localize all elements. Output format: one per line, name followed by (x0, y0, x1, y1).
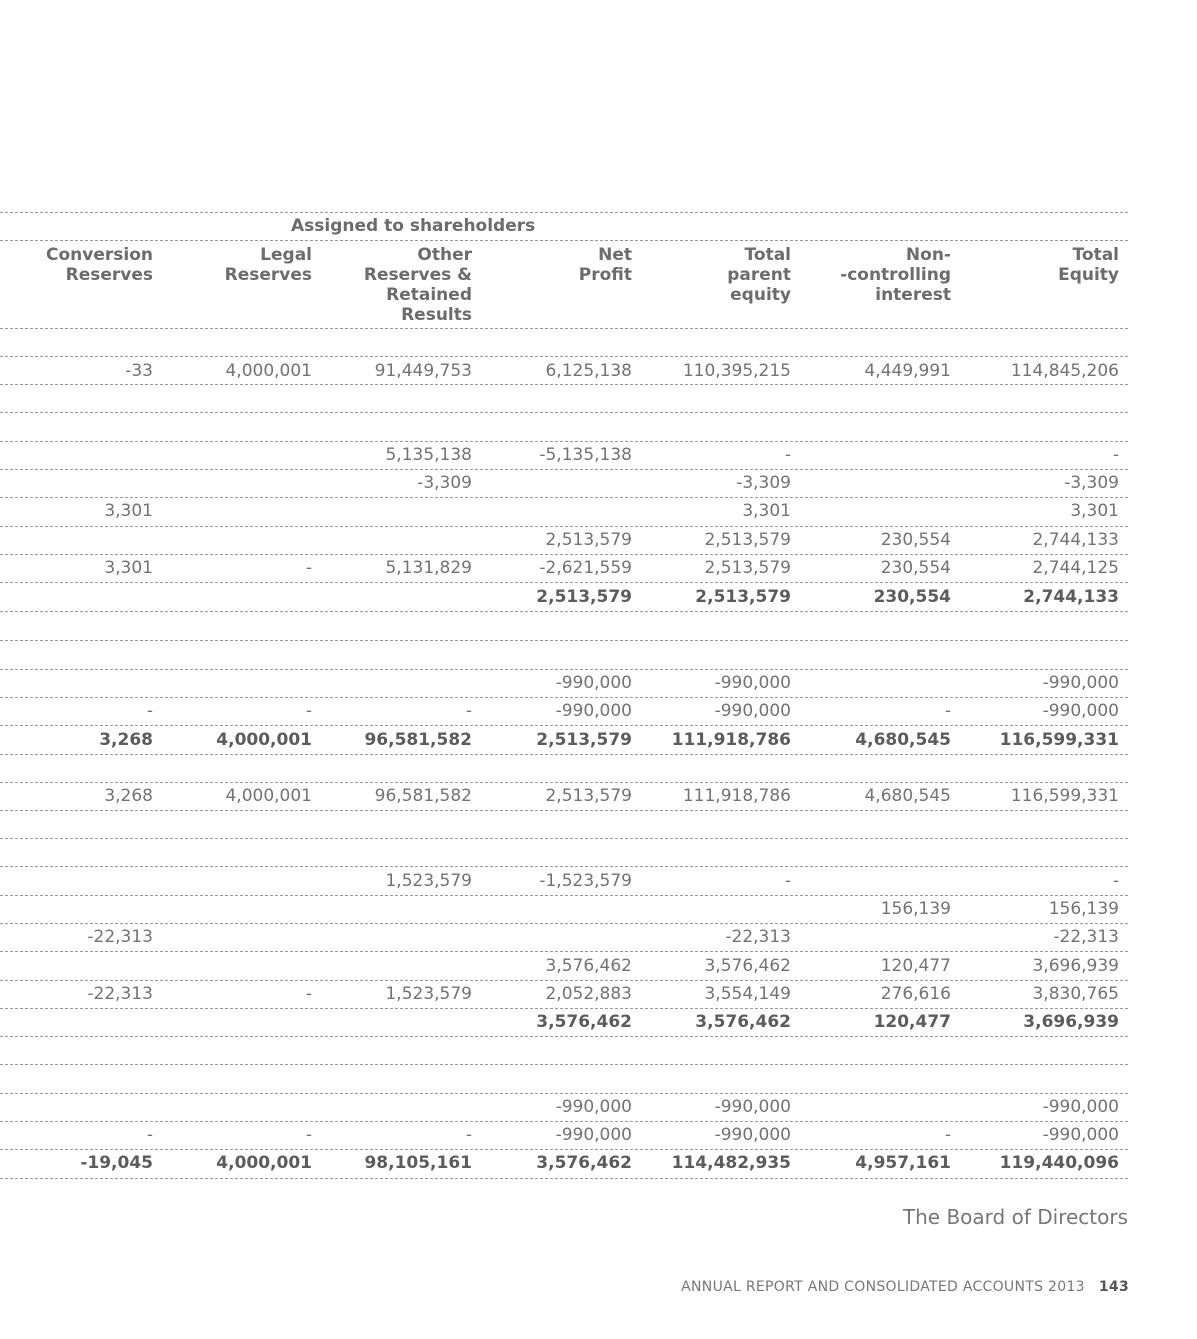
cell-total-parent: 2,513,579 (695, 587, 791, 607)
column-header-line: Results (401, 305, 472, 325)
cell-total-equity: -3,309 (1064, 473, 1119, 493)
table-row (0, 497, 1128, 525)
cell-total-equity: - (1112, 871, 1119, 891)
table-row (0, 895, 1128, 923)
board-of-directors-signature: The Board of Directors (902, 1205, 1128, 1229)
cell-non-controlling: 4,449,991 (864, 361, 951, 381)
cell-conversion: 3,301 (104, 558, 153, 578)
cell-other: 96,581,582 (364, 730, 472, 750)
cell-conversion: - (146, 1125, 153, 1145)
cell-non-controlling: 276,616 (880, 984, 951, 1004)
cell-total-equity: -990,000 (1042, 701, 1119, 721)
cell-net-profit: 3,576,462 (536, 1153, 632, 1173)
column-header-line: Other (417, 245, 472, 265)
cell-legal: 4,000,001 (216, 730, 312, 750)
cell-other (322, 923, 472, 951)
cell-conversion: 3,268 (99, 730, 153, 750)
cell-net-profit: 6,125,138 (545, 361, 632, 381)
cell-total-parent: 3,554,149 (704, 984, 791, 1004)
table-row (0, 867, 1128, 895)
cell-total-parent: 3,301 (742, 501, 791, 521)
cell-total-equity: -22,313 (1053, 927, 1119, 947)
cell-net-profit: 2,513,579 (545, 786, 632, 806)
cell-conversion (3, 895, 153, 923)
cell-total-equity: 119,440,096 (999, 1153, 1119, 1173)
cell-net-profit: 3,576,462 (545, 956, 632, 976)
cell-legal (162, 1008, 312, 1036)
cell-total-equity: 2,744,133 (1023, 587, 1119, 607)
page-number: 143 (1098, 1279, 1129, 1295)
table-row (0, 1093, 1128, 1121)
table-row (0, 980, 1128, 1008)
cell-other: -3,309 (417, 473, 472, 493)
column-header-line: Total (744, 245, 791, 265)
cell-non-controlling: 230,554 (880, 530, 951, 550)
cell-legal: 4,000,001 (225, 361, 312, 381)
column-header-legal (162, 245, 312, 285)
cell-conversion: 3,301 (104, 501, 153, 521)
cell-non-controlling (801, 669, 951, 697)
cell-legal: - (305, 701, 312, 721)
table-row (0, 669, 1128, 697)
column-header-line: -controlling (840, 265, 951, 285)
cell-non-controlling (801, 923, 951, 951)
cell-conversion (3, 469, 153, 497)
cell-total-equity: 2,744,125 (1032, 558, 1119, 578)
table-rule (0, 640, 1128, 641)
column-header-line: Reserves (224, 265, 312, 285)
cell-total-parent: -990,000 (714, 1097, 791, 1117)
cell-conversion (3, 583, 153, 611)
cell-total-parent: 3,576,462 (695, 1012, 791, 1032)
cell-total-parent: -990,000 (714, 701, 791, 721)
page-footer (681, 1279, 1129, 1295)
cell-net-profit: -1,523,579 (539, 871, 632, 891)
column-header-other (322, 245, 472, 325)
cell-legal (162, 469, 312, 497)
cell-conversion (3, 1093, 153, 1121)
table-rule (0, 1064, 1128, 1065)
table-rule (0, 412, 1128, 413)
cell-non-controlling (801, 497, 951, 525)
cell-net-profit: -5,135,138 (539, 445, 632, 465)
table-row (0, 441, 1128, 469)
cell-non-controlling: 156,139 (880, 899, 951, 919)
table-rule (0, 1178, 1128, 1179)
cell-non-controlling: 120,477 (873, 1012, 951, 1032)
cell-non-controlling (801, 469, 951, 497)
cell-other: 96,581,582 (374, 786, 472, 806)
column-header-line: Total (1072, 245, 1119, 265)
table-rule (0, 240, 1128, 241)
cell-conversion (3, 1008, 153, 1036)
cell-legal: - (305, 984, 312, 1004)
column-header-line: Equity (1058, 265, 1119, 285)
column-header-line: Reserves (65, 265, 153, 285)
cell-net-profit: 2,513,579 (536, 730, 632, 750)
table-row (0, 526, 1128, 554)
cell-net-profit: 2,513,579 (545, 530, 632, 550)
cell-total-equity: -990,000 (1042, 1097, 1119, 1117)
cell-conversion: 3,268 (104, 786, 153, 806)
cell-total-parent: 3,576,462 (704, 956, 791, 976)
cell-total-equity: 2,744,133 (1032, 530, 1119, 550)
cell-net-profit: -990,000 (555, 1125, 632, 1145)
table-row (0, 357, 1128, 385)
cell-other: 98,105,161 (364, 1153, 472, 1173)
cell-non-controlling: 4,957,161 (855, 1153, 951, 1173)
column-header-line: Profit (578, 265, 632, 285)
table-rule (0, 810, 1128, 811)
cell-non-controlling (801, 867, 951, 895)
table-total-row (0, 726, 1128, 754)
cell-total-parent: - (784, 871, 791, 891)
cell-legal (162, 526, 312, 554)
column-header-total-parent (641, 245, 791, 305)
cell-other (322, 583, 472, 611)
cell-other (322, 526, 472, 554)
table-total-row (0, 1149, 1128, 1177)
column-header-net-profit (482, 245, 632, 285)
cell-total-parent: 2,513,579 (704, 530, 791, 550)
cell-conversion (3, 441, 153, 469)
cell-net-profit (482, 895, 632, 923)
cell-other: - (465, 1125, 472, 1145)
cell-conversion (3, 669, 153, 697)
cell-net-profit: 3,576,462 (536, 1012, 632, 1032)
cell-legal (162, 895, 312, 923)
cell-total-equity: -990,000 (1042, 673, 1119, 693)
cell-total-parent (641, 895, 791, 923)
cell-legal (162, 923, 312, 951)
cell-net-profit: 2,513,579 (536, 587, 632, 607)
cell-other (322, 1008, 472, 1036)
column-header-line: interest (875, 285, 951, 305)
cell-total-parent: -3,309 (736, 473, 791, 493)
cell-total-equity: 116,599,331 (999, 730, 1119, 750)
cell-conversion: - (146, 701, 153, 721)
table-row (0, 923, 1128, 951)
column-header-line: parent (727, 265, 791, 285)
cell-other (322, 895, 472, 923)
cell-net-profit: 2,052,883 (545, 984, 632, 1004)
cell-conversion: -22,313 (87, 984, 153, 1004)
column-header-total-equity (969, 245, 1119, 285)
table-rule (0, 328, 1128, 329)
cell-total-equity: 3,696,939 (1023, 1012, 1119, 1032)
cell-conversion: -19,045 (80, 1153, 153, 1173)
cell-conversion: -22,313 (87, 927, 153, 947)
cell-total-parent: - (784, 445, 791, 465)
cell-other (322, 497, 472, 525)
cell-other (322, 952, 472, 980)
cell-net-profit: -990,000 (555, 1097, 632, 1117)
column-header-line: Reserves & (363, 265, 472, 285)
column-header-line: equity (730, 285, 791, 305)
cell-non-controlling: 4,680,545 (855, 730, 951, 750)
cell-net-profit (482, 497, 632, 525)
cell-non-controlling: 230,554 (880, 558, 951, 578)
cell-legal (162, 583, 312, 611)
group-title: Assigned to shareholders (291, 216, 536, 236)
cell-net-profit: -990,000 (555, 673, 632, 693)
table-rule (0, 754, 1128, 755)
cell-non-controlling: 120,477 (880, 956, 951, 976)
table-rule (0, 838, 1128, 839)
cell-other: 91,449,753 (374, 361, 472, 381)
cell-other: 1,523,579 (385, 871, 472, 891)
cell-net-profit: -2,621,559 (539, 558, 632, 578)
cell-conversion (3, 952, 153, 980)
cell-total-equity: - (1112, 445, 1119, 465)
cell-legal: - (305, 558, 312, 578)
cell-non-controlling: 4,680,545 (864, 786, 951, 806)
cell-total-parent: 111,918,786 (671, 730, 791, 750)
table-row (0, 697, 1128, 725)
cell-total-parent: -990,000 (714, 673, 791, 693)
column-header-conversion (3, 245, 153, 285)
cell-other (322, 1093, 472, 1121)
cell-total-equity: 156,139 (1048, 899, 1119, 919)
cell-conversion (3, 526, 153, 554)
report-title: ANNUAL REPORT AND CONSOLIDATED ACCOUNTS 2013 (681, 1279, 1085, 1295)
table-row (0, 554, 1128, 582)
cell-total-parent: 110,395,215 (682, 361, 791, 381)
cell-total-equity: 114,845,206 (1010, 361, 1119, 381)
table-row (0, 952, 1128, 980)
cell-legal (162, 497, 312, 525)
column-header-line: Net (598, 245, 632, 265)
table-rule (0, 611, 1128, 612)
cell-other (322, 669, 472, 697)
table-rule (0, 1036, 1128, 1037)
cell-total-parent: 114,482,935 (671, 1153, 791, 1173)
cell-total-equity: 116,599,331 (1010, 786, 1119, 806)
column-header-line: Retained (386, 285, 472, 305)
cell-total-equity: 3,830,765 (1032, 984, 1119, 1004)
cell-legal (162, 1093, 312, 1121)
cell-net-profit: -990,000 (555, 701, 632, 721)
column-header-line: Non- (905, 245, 951, 265)
cell-legal: 4,000,001 (216, 1153, 312, 1173)
cell-total-parent: -990,000 (714, 1125, 791, 1145)
column-header-line: Legal (260, 245, 312, 265)
cell-other: - (465, 701, 472, 721)
table-row (0, 1121, 1128, 1149)
cell-total-parent: 111,918,786 (682, 786, 791, 806)
table-total-row (0, 583, 1128, 611)
cell-total-parent: 2,513,579 (704, 558, 791, 578)
column-header-line: Conversion (46, 245, 153, 265)
cell-net-profit (482, 469, 632, 497)
table-row (0, 782, 1128, 810)
cell-conversion (3, 867, 153, 895)
cell-other: 1,523,579 (385, 984, 472, 1004)
cell-net-profit (482, 923, 632, 951)
cell-non-controlling: - (944, 701, 951, 721)
cell-other: 5,131,829 (385, 558, 472, 578)
cell-other: 5,135,138 (385, 445, 472, 465)
cell-non-controlling (801, 441, 951, 469)
cell-legal: 4,000,001 (225, 786, 312, 806)
cell-non-controlling: - (944, 1125, 951, 1145)
cell-legal (162, 441, 312, 469)
table-total-row (0, 1008, 1128, 1036)
cell-total-equity: -990,000 (1042, 1125, 1119, 1145)
cell-legal (162, 867, 312, 895)
column-header-non-controlling (801, 245, 951, 305)
cell-non-controlling (801, 1093, 951, 1121)
cell-legal (162, 669, 312, 697)
cell-total-equity: 3,301 (1070, 501, 1119, 521)
table-rule (0, 212, 1128, 213)
cell-legal: - (305, 1125, 312, 1145)
cell-non-controlling: 230,554 (873, 587, 951, 607)
cell-conversion: -33 (125, 361, 153, 381)
cell-total-equity: 3,696,939 (1032, 956, 1119, 976)
table-row (0, 469, 1128, 497)
cell-legal (162, 952, 312, 980)
cell-total-parent: -22,313 (725, 927, 791, 947)
